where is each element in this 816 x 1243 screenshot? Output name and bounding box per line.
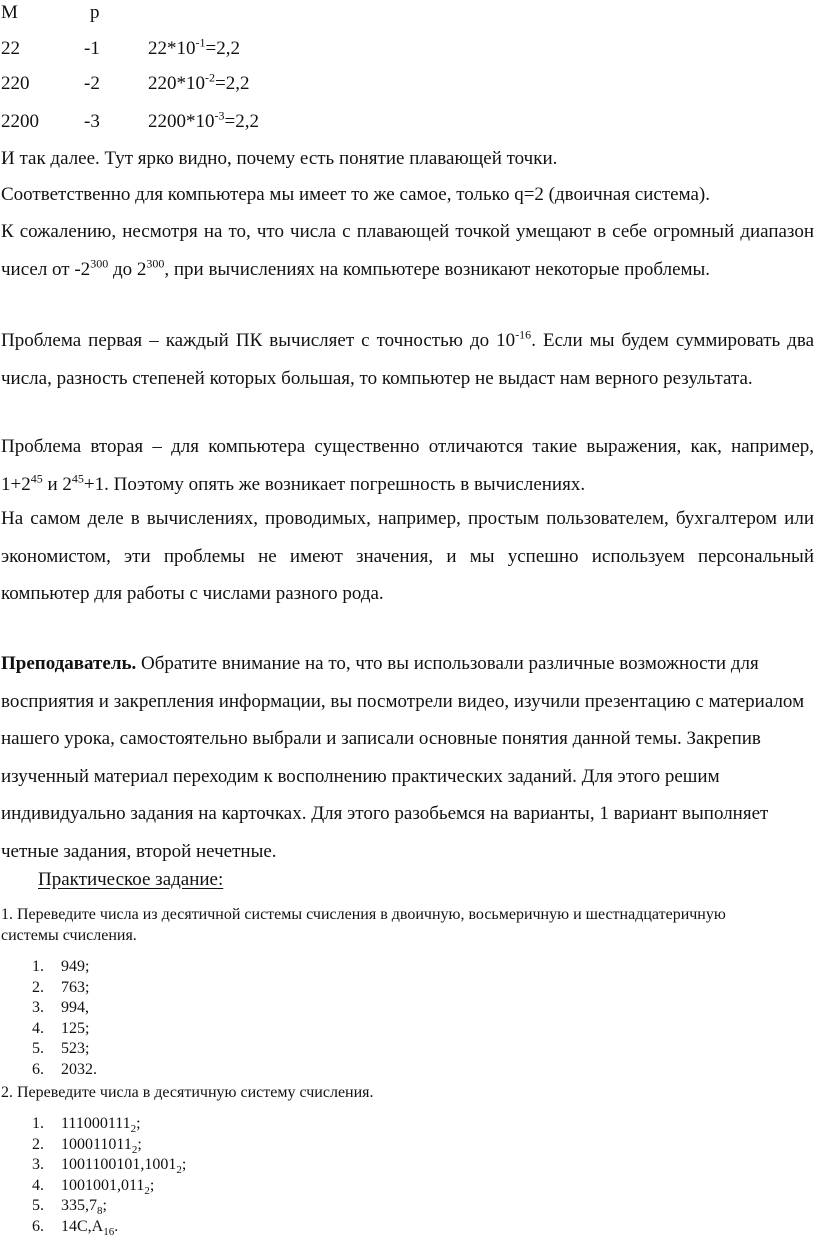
item-digits: 111000111 <box>61 1115 131 1132</box>
header-m: М <box>1 2 18 23</box>
item-number: 4. <box>32 1019 44 1037</box>
item-value: 763; <box>61 978 90 996</box>
expr-base: 22*10 <box>148 38 196 59</box>
item-digits: 100011011 <box>61 1135 132 1153</box>
item-number: 1. <box>32 1115 44 1132</box>
row-p: -3 <box>84 111 100 132</box>
item-value <box>61 1176 154 1197</box>
p4-exponent: -16 <box>515 327 532 342</box>
item-value: 2032. <box>61 1060 97 1078</box>
p3-text-c: , при вычислениях на компьютере возникают некоторые проблемы. <box>164 258 711 280</box>
expr-exponent: -1 <box>195 35 206 50</box>
row-expr <box>148 72 249 96</box>
item-base: 8 <box>97 1205 103 1218</box>
item-number: 4. <box>32 1176 44 1194</box>
p4-text-b: . Если мы будем суммировать два числа, разность степеней которых большая, то компьютер не выдаст нам верного результата. <box>1 330 815 389</box>
item-number: 2. <box>32 1135 44 1153</box>
paragraph-problem-one <box>1 322 814 397</box>
paragraph-computer-q2: Соответственно для компьютера мы имеет то же самое, только q=2 (двоичная система). <box>1 184 710 205</box>
item-number: 6. <box>32 1060 44 1078</box>
item-value <box>61 1155 186 1176</box>
item-tail: ; <box>181 1156 187 1174</box>
p4-text-a: Проблема первая – каждый ПК вычисляет с точностью до 10 <box>1 330 516 351</box>
item-value: 523; <box>61 1040 90 1058</box>
item-value <box>61 1217 118 1238</box>
expr-exponent: -2 <box>205 70 215 85</box>
row-p: -2 <box>84 73 100 94</box>
item-number: 3. <box>32 1156 44 1174</box>
item-digits: 14C,A <box>61 1217 104 1235</box>
paragraph-in-practice: На самом деле в вычислениях, проводимых, например, простым пользователем, бухгалтером или экономистом, эти проблемы не имеют значения, и мы успешно используем персональный компьютер для работы с числами разного рода. <box>1 508 814 604</box>
item-tail: . <box>114 1217 119 1235</box>
expr-exponent: -3 <box>214 108 225 123</box>
teacher-text: Обратите внимание на то, что вы использовали различные возможности для восприятия и закрепления информации, вы посмотрели видео, изучили презентацию с материалом нашего урока, самостоятельно выбрали и записали основные понятия данной темы. Закрепив изученный материал переходим к восполнению практических заданий. Для этого решим индивидуально задания на карточках. Для этого разобьемся на варианты, 1 вариант выполняет четные задания, второй нечетные. <box>1 653 805 862</box>
p3-exponent-1: 300 <box>90 256 109 271</box>
p5-text-b: и 2 <box>42 473 72 495</box>
item-base: 16 <box>103 1226 115 1239</box>
row-m: 220 <box>1 73 30 94</box>
item-value: 125; <box>61 1019 90 1037</box>
p5-exponent-1: 45 <box>30 471 43 486</box>
item-number: 5. <box>32 1040 44 1058</box>
practical-heading: Практическое задание: <box>38 869 224 890</box>
p5-exponent-2: 45 <box>71 471 84 486</box>
p3-exponent-2: 300 <box>146 256 165 271</box>
paragraph-teacher <box>1 645 814 870</box>
expr-result: =2,2 <box>215 73 250 94</box>
teacher-label: Преподаватель. <box>1 653 137 674</box>
item-number: 3. <box>32 999 44 1017</box>
expr-base: 220*10 <box>148 73 205 94</box>
row-expr <box>148 110 259 134</box>
p3-text-b: до 2 <box>108 258 147 280</box>
p5-text-c: +1. Поэтому опять же возникает погрешность в вычислениях. <box>83 473 586 495</box>
item-value: 949; <box>61 958 90 975</box>
p5-text-a: Проблема вторая – для компьютера существенно отличаются такие выражения, как, например, 1+2 <box>1 436 814 495</box>
item-number: 6. <box>32 1217 44 1235</box>
item-base: 2 <box>131 1143 138 1156</box>
item-value <box>61 1114 141 1135</box>
p3-text-a: К сожалению, несмотря на то, что числа с плавающей точкой умещают в себе огромный диапазон чисел от -2 <box>1 221 814 280</box>
item-value <box>61 1196 107 1217</box>
item-tail: ; <box>149 1176 155 1194</box>
paragraph-problem-two <box>1 428 814 503</box>
item-value: 994, <box>61 999 89 1017</box>
paragraph-floating-point: И так далее. Тут ярко видно, почему есть понятие плавающей точки. <box>1 148 558 169</box>
paragraph-range-problems <box>1 213 814 288</box>
expr-result: =2,2 <box>224 111 259 132</box>
item-tail: ; <box>102 1197 107 1215</box>
row-expr <box>148 37 240 61</box>
row-m: 22 <box>1 38 20 59</box>
item-tail: ; <box>137 1135 142 1153</box>
item-number: 5. <box>32 1197 44 1215</box>
row-p: -1 <box>84 38 100 59</box>
item-number: 2. <box>32 978 44 996</box>
item-base: 2 <box>176 1164 182 1177</box>
expr-result: =2,2 <box>205 38 240 59</box>
expr-base: 2200*10 <box>148 111 215 132</box>
item-base: 2 <box>130 1123 137 1136</box>
item-digits: 1001100101,1001 <box>61 1156 177 1174</box>
item-number: 1. <box>32 958 44 975</box>
task-2-text: 2. Переведите числа в десятичную систему счисления. <box>1 1084 374 1101</box>
item-tail: ; <box>136 1115 141 1132</box>
task-1-text: 1. Переведите числа из десятичной системы счисления в двоичную, восьмеричную и шестнадцатеричную системы счисления. <box>1 906 726 944</box>
row-m: 2200 <box>1 111 39 132</box>
item-digits: 335,7 <box>61 1197 97 1215</box>
item-digits: 1001001,011 <box>61 1176 145 1194</box>
item-base: 2 <box>144 1184 150 1197</box>
item-value <box>61 1135 142 1156</box>
header-p: р <box>90 2 100 23</box>
